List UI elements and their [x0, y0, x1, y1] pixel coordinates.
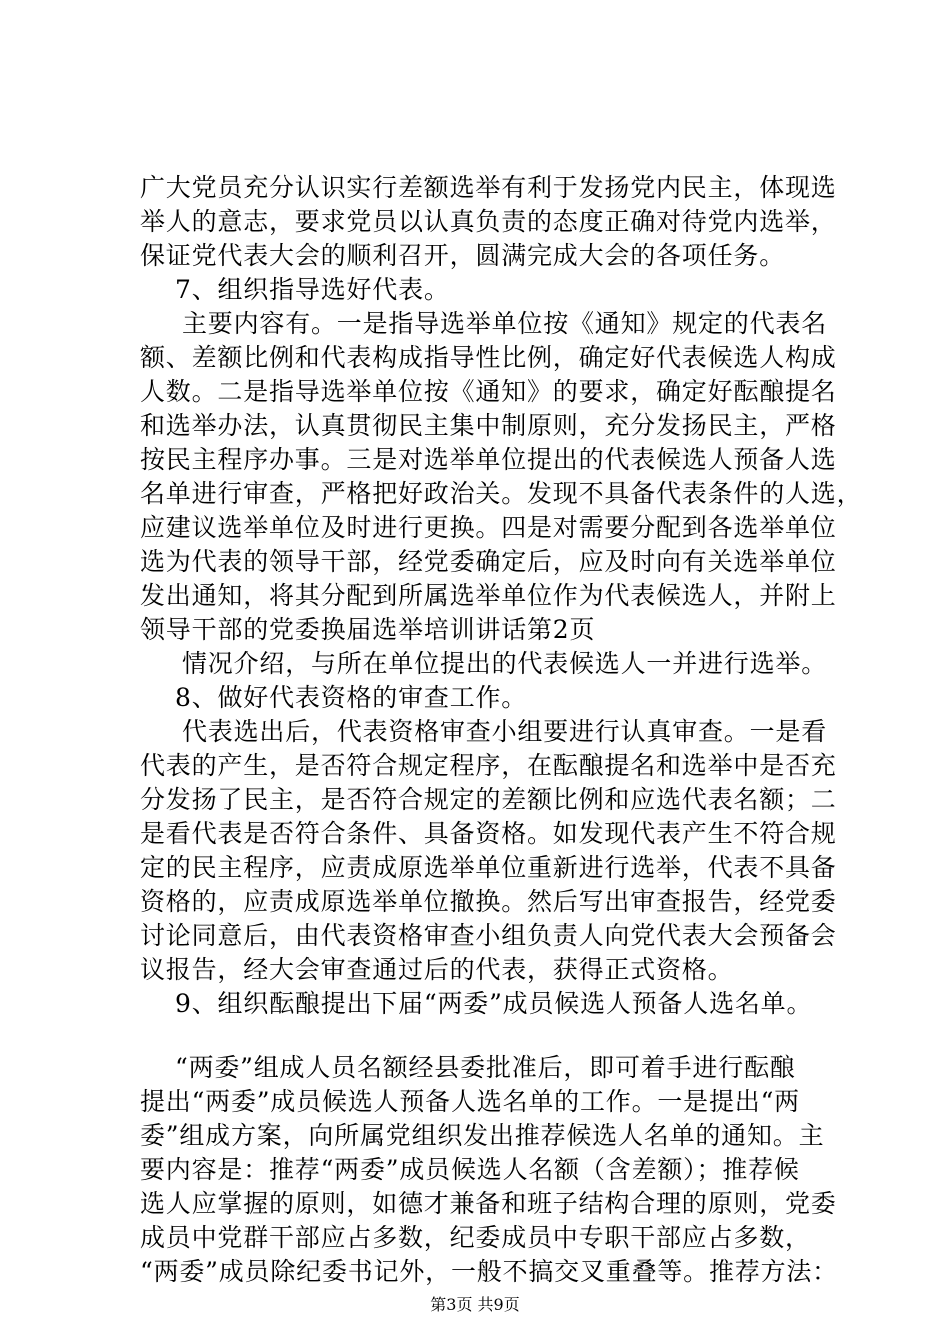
text-line-22: 资格的，应责成原选举单位撤换。然后写出审查报告，经党委 [140, 887, 837, 916]
text-line-7: 人数。二是指导选举单位按《通知》的要求，确定好酝酿提名 [140, 377, 837, 406]
text-line-2: 举人的意志，要求党员以认真负责的态度正确对待党内选举， [140, 207, 837, 236]
page-footer: 第3页 共9页 [430, 1295, 520, 1314]
text-line-19: 分发扬了民主，是否符合规定的差额比例和应选代表名额；二 [140, 785, 837, 814]
text-line-23: 讨论同意后，由代表资格审查小组负责人向党代表大会预备会 [140, 921, 837, 950]
text-line-24: 议报告，经大会审查通过后的代表，获得正式资格。 [140, 955, 734, 984]
text-line-18: 代表的产生，是否符合规定程序，在酝酿提名和选举中是否充 [140, 751, 837, 780]
text-line-11: 应建议选举单位及时进行更换。四是对需要分配到各选举单位 [140, 513, 837, 542]
section-heading-7: 7、组织指导选好代表。 [175, 275, 450, 304]
text-line-8: 和选举办法，认真贯彻民主集中制原则，充分发扬民主，严格 [140, 411, 837, 440]
text-line-32: “两委”成员除纪委书记外，一般不搞交叉重叠等。推荐方法： [140, 1257, 838, 1286]
text-line-21: 定的民主程序，应责成原选举单位重新进行选举，代表不具备 [140, 853, 837, 882]
text-line-5: 主要内容有。一是指导选举单位按《通知》规定的代表名 [182, 309, 828, 338]
section-heading-9: 9、组织酝酿提出下届“两委”成员候选人预备人选名单。 [175, 989, 813, 1018]
text-line-12: 选为代表的领导干部，经党委确定后，应及时向有关选举单位 [140, 547, 837, 576]
text-line-14: 领导干部的党委换届选举培训讲话第2页 [140, 615, 596, 644]
text-line-30: 选人应掌握的原则，如德才兼备和班子结构合理的原则，党委 [140, 1189, 837, 1218]
text-line-9: 按民主程序办事。三是对选举单位提出的代表候选人预备人选 [140, 445, 837, 474]
text-line-31: 成员中党群干部应占多数，纪委成员中专职干部应占多数， [140, 1223, 811, 1252]
text-line-3: 保证党代表大会的顺利召开，圆满完成大会的各项任务。 [140, 241, 786, 270]
text-line-6: 额、差额比例和代表构成指导性比例，确定好代表候选人构成 [140, 343, 837, 372]
text-line-1: 广大党员充分认识实行差额选举有利于发扬党内民主，体现选 [140, 173, 837, 202]
text-line-13: 发出通知，将其分配到所属选举单位作为代表候选人，并附上 [140, 581, 837, 610]
text-line-20: 是看代表是否符合条件、具备资格。如发现代表产生不符合规 [140, 819, 837, 848]
text-line-27: 提出“两委”成员候选人预备人选名单的工作。一是提出“两 [140, 1087, 800, 1116]
text-line-26: “两委”组成人员名额经县委批准后，即可着手进行酝酿 [175, 1053, 796, 1082]
text-line-15: 情况介绍，与所在单位提出的代表候选人一并进行选举。 [182, 649, 828, 678]
text-line-29: 要内容是：推荐“两委”成员候选人名额（含差额）；推荐候 [140, 1155, 800, 1184]
section-heading-8: 8、做好代表资格的审查工作。 [175, 683, 528, 712]
text-line-17: 代表选出后，代表资格审查小组要进行认真审查。一是看 [182, 717, 828, 746]
text-line-10: 名单进行审查，严格把好政治关。发现不具备代表条件的人选， [140, 479, 863, 508]
text-line-28: 委”组成方案，向所属党组织发出推荐候选人名单的通知。主 [140, 1121, 825, 1150]
